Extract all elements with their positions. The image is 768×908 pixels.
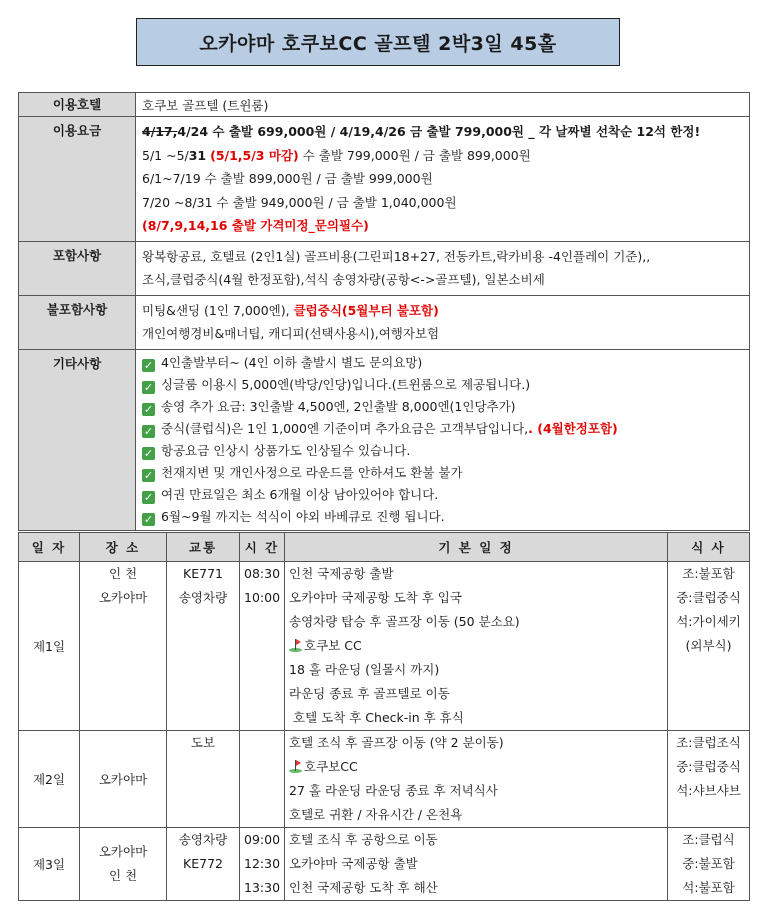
golf-flag-icon xyxy=(289,760,302,773)
price-row xyxy=(19,117,750,242)
included-content xyxy=(136,241,750,295)
time-text: 10:00 xyxy=(244,590,281,605)
time-text: 12:30 xyxy=(244,856,281,871)
schedule-item: 호텔로 귀환 / 자유시간 / 온천욕 xyxy=(289,807,463,822)
schedule-item: 호텔 도착 후 Check-in 후 휴식 xyxy=(289,710,464,725)
checkbox-icon: ✓ xyxy=(143,512,154,526)
other-label: 기타사항 xyxy=(19,349,136,530)
schedule-item: 호텔 조식 후 골프장 이동 (약 2 분이동) xyxy=(289,735,504,750)
hotel-text: 호쿠보 골프텔 (트윈룸) xyxy=(142,97,269,113)
price-line-2-a: 5/1 ~5/ xyxy=(142,147,189,163)
day2-label: 제2일 xyxy=(19,731,80,828)
schedule-item: 라운딩 종료 후 골프텔로 이동 xyxy=(289,686,450,701)
price-line-5: (8/7,9,14,16 출발 가격미정_문의필수) xyxy=(142,218,369,233)
checkbox-icon: ✓ xyxy=(143,424,154,438)
included-line-1: 왕복항공료, 호텔료 (2인1실) 골프비용(그린피18+27, 전동카트,락카비용 -4인플레이 기준),, xyxy=(142,248,651,264)
excluded-label: 불포함사항 xyxy=(19,295,136,349)
day3-time xyxy=(240,828,285,901)
day1-row xyxy=(19,562,750,731)
included-label: 포함사항 xyxy=(19,241,136,295)
checkbox-icon: ✓ xyxy=(143,358,154,372)
other-item xyxy=(142,440,743,462)
price-line-2 xyxy=(142,144,743,168)
place-text: 오카야마 xyxy=(98,844,148,859)
other-item-text: 여권 만료일은 최소 6개월 이상 남아있어야 합니다. xyxy=(161,486,439,502)
place-text: 오카야마 xyxy=(98,590,148,605)
day3-transport xyxy=(167,828,240,901)
price-line-3: 6/1~7/19 수 출발 899,000원 / 금 출발 999,000원 xyxy=(142,171,433,186)
hotel-value xyxy=(136,93,750,117)
day1-meals xyxy=(668,562,750,731)
excluded-line-1-a: 미팅&샌딩 (1인 7,000엔), xyxy=(142,302,294,318)
meal-text: 석:불포함 xyxy=(682,880,735,895)
meal-text: 중:클럽중식 xyxy=(676,590,741,605)
schedule-item: 호텔 조식 후 공항으로 이동 xyxy=(289,832,438,847)
day3-schedule xyxy=(285,828,668,901)
hotel-label: 이용호텔 xyxy=(19,93,136,117)
other-row xyxy=(19,349,750,530)
price-struck-date: 4/17, xyxy=(142,124,178,139)
other-item-text: 항공요금 인상시 상품가도 인상될수 있습니다. xyxy=(161,442,411,458)
meal-text: 조:불포함 xyxy=(682,566,735,581)
meal-text: 석:가이세키 xyxy=(676,614,741,629)
checkbox-icon: ✓ xyxy=(143,468,154,482)
day1-label: 제1일 xyxy=(19,562,80,731)
header-transport: 교통 xyxy=(167,533,240,562)
day2-row xyxy=(19,731,750,828)
checkbox-icon: ✓ xyxy=(143,490,154,504)
checkbox-icon: ✓ xyxy=(143,380,154,394)
other-item-text: 송영 추가 요금: 3인출발 4,500엔, 2인출발 8,000엔(1인당추가) xyxy=(161,398,516,414)
header-place: 장 소 xyxy=(80,533,167,562)
other-item xyxy=(142,352,743,374)
schedule-item: 송영차량 탑승 후 골프장 이동 (50 분소요) xyxy=(289,614,520,629)
header-day: 일 자 xyxy=(19,533,80,562)
other-item xyxy=(142,506,743,528)
other-item xyxy=(142,418,743,440)
header-time: 시 간 xyxy=(240,533,285,562)
day3-row xyxy=(19,828,750,901)
other-content xyxy=(136,349,750,530)
time-text: 08:30 xyxy=(244,566,281,581)
day1-transport xyxy=(167,562,240,731)
day2-place: 오카야마 xyxy=(80,731,167,828)
time-text: 13:30 xyxy=(244,880,281,895)
transport-text: 송영차량 xyxy=(178,832,228,847)
place-text: 인 천 xyxy=(108,868,138,883)
itinerary-table xyxy=(18,532,750,901)
day1-schedule xyxy=(285,562,668,731)
hotel-row xyxy=(19,93,750,117)
day2-transport xyxy=(167,731,240,828)
checkbox-icon: ✓ xyxy=(143,446,154,460)
other-item-text: 중식(클럽식)은 1인 1,000엔 기준이며 추가요금은 고객부담입니다, xyxy=(161,420,529,436)
schedule-item-text: 호쿠보CC xyxy=(304,759,358,774)
price-line-2-b: 31 xyxy=(188,147,207,163)
schedule-item: 인천 국제공항 출발 xyxy=(289,566,394,581)
transport-text: 송영차량 xyxy=(178,590,228,605)
time-text: 09:00 xyxy=(244,832,281,847)
page-title: 오카야마 호쿠보CC 골프텔 2박3일 45홀 xyxy=(136,18,620,66)
schedule-item: 인천 국제공항 도착 후 해산 xyxy=(289,880,438,895)
transport-text: KE771 xyxy=(183,566,223,581)
day2-time xyxy=(240,731,285,828)
other-item-text: 6월~9월 까지는 석식이 야외 바베큐로 진행 됩니다. xyxy=(161,508,445,524)
other-item-text: 4인출발부터~ (4인 이하 출발시 별도 문의요망) xyxy=(161,354,423,370)
other-item-text: 싱글룸 이용시 5,000엔(박당/인당)입니다.(트윈룸으로 제공됩니다.) xyxy=(161,376,531,392)
day3-meals xyxy=(668,828,750,901)
price-content xyxy=(136,117,750,242)
other-item xyxy=(142,396,743,418)
schedule-item: 18 홀 라운딩 (일몰시 까지) xyxy=(289,662,440,677)
other-item xyxy=(142,484,743,506)
meal-text: 석:샤브샤브 xyxy=(676,783,741,798)
transport-text: 도보 xyxy=(190,735,216,750)
other-item-red-note: . (4월한정포함) xyxy=(528,420,618,436)
price-line-1-text: 4/24 수 출발 699,000원 / 4/19,4/26 금 출발 799,000원 _ 각 날짜별 선착순 12석 한정! xyxy=(177,124,701,139)
other-item-text: 천재지변 및 개인사정으로 라운드를 안하셔도 환불 불가 xyxy=(161,464,463,480)
schedule-item: 27 홀 라운딩 라운딩 종료 후 저녁식사 xyxy=(289,783,498,798)
excluded-row xyxy=(19,295,750,349)
excluded-red-note: 클럽중식(5월부터 불포함) xyxy=(293,302,439,318)
price-line-2-c: 수 출발 799,000원 / 금 출발 899,000원 xyxy=(298,147,531,163)
excluded-line-2: 개인여행경비&매너팁, 캐디피(선택사용시),여행자보험 xyxy=(142,326,440,341)
price-line-4: 7/20 ~8/31 수 출발 949,000원 / 금 출발 1,040,000원 xyxy=(142,194,457,210)
other-item xyxy=(142,462,743,484)
info-table xyxy=(18,92,750,531)
day1-place xyxy=(80,562,167,731)
transport-text: KE772 xyxy=(183,856,223,871)
schedule-item: 오카야마 국제공항 도착 후 입국 xyxy=(289,590,462,605)
meal-text: (외부식) xyxy=(685,638,732,653)
day3-place xyxy=(80,828,167,901)
meal-text: 조:클럽조식 xyxy=(676,735,741,750)
schedule-item: 오카야마 국제공항 출발 xyxy=(289,856,418,871)
day3-label: 제3일 xyxy=(19,828,80,901)
price-label: 이용요금 xyxy=(19,117,136,242)
included-line-2: 조식,클럽중식(4월 한정포함),석식 송영차량(공항<->골프텔), 일본소비세 xyxy=(142,272,545,287)
checkbox-icon: ✓ xyxy=(143,402,154,416)
day1-time xyxy=(240,562,285,731)
price-closed-note: (5/1,5/3 마감) xyxy=(210,147,299,163)
schedule-item xyxy=(289,634,663,658)
other-item xyxy=(142,374,743,396)
itinerary-header-row xyxy=(19,533,750,562)
excluded-line-1 xyxy=(142,299,743,323)
place-text: 인 천 xyxy=(108,566,138,581)
meal-text: 중:불포함 xyxy=(682,856,735,871)
header-schedule: 기 본 일 정 xyxy=(285,533,668,562)
header-meal: 식 사 xyxy=(668,533,750,562)
day2-schedule xyxy=(285,731,668,828)
excluded-content xyxy=(136,295,750,349)
schedule-item xyxy=(289,755,663,779)
day2-meals xyxy=(668,731,750,828)
included-row xyxy=(19,241,750,295)
golf-flag-icon xyxy=(289,639,302,652)
schedule-item-text: 호쿠보 CC xyxy=(304,638,362,653)
price-line-1 xyxy=(142,120,743,144)
meal-text: 중:클럽중식 xyxy=(676,759,741,774)
meal-text: 조:클럽식 xyxy=(682,832,735,847)
